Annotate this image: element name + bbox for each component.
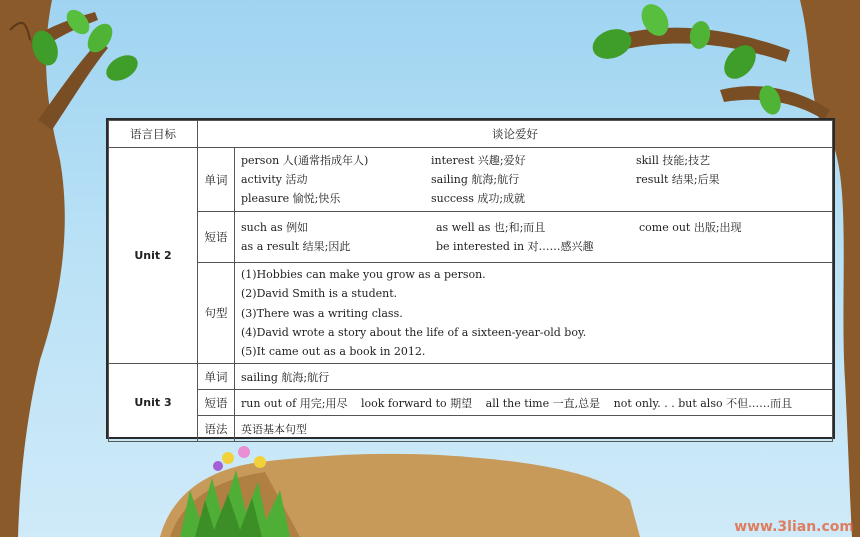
unit2-phrases-row xyxy=(241,218,826,256)
sentence-line: (2)David Smith is a student. xyxy=(241,287,398,301)
word-item xyxy=(636,189,826,208)
phrase-item: as a result 结果;因此 xyxy=(241,240,351,253)
sentence-line: (3)There was a writing class. xyxy=(241,306,403,320)
phrase-item xyxy=(639,237,826,256)
word-item: sailing 航海;航行 xyxy=(431,173,520,186)
unit3-phrases-cell xyxy=(235,390,833,416)
sentence-line: (1)Hobbies can make you grow as a person. xyxy=(241,268,486,281)
phrase-item: come out 出版;出现 xyxy=(639,221,742,234)
unit2-sentences-cell xyxy=(235,263,833,364)
unit2-phrases-label: 短语 xyxy=(198,212,235,263)
phrase-item: such as 例如 xyxy=(241,221,309,234)
word-item: success 成功;成就 xyxy=(431,192,526,205)
unit3-grammar-label: 语法 xyxy=(198,416,235,442)
phrase-item: look forward to 期望 xyxy=(360,396,473,410)
word-item: pleasure 愉悦;快乐 xyxy=(241,192,341,205)
unit3-grammar-cell: 英语基本句型 xyxy=(235,416,833,442)
phrase-item: all the time 一直,总是 xyxy=(485,396,601,410)
phrase-item: run out of 用完;用尽 xyxy=(241,396,348,410)
unit2-words-cell xyxy=(235,148,833,212)
watermark: www.3lian.com xyxy=(734,519,854,535)
ground-scene xyxy=(160,446,640,537)
unit2-phrases-cell xyxy=(235,212,833,263)
unit2-words-label: 单词 xyxy=(198,148,235,212)
unit2-label: Unit 2 xyxy=(109,148,198,364)
goals-table xyxy=(108,120,833,442)
goal-value-cell: 谈论爱好 xyxy=(198,121,833,148)
phrase-item: not only. . . but also 不但……而且 xyxy=(613,396,793,410)
unit2-words-row xyxy=(241,151,826,208)
word-item: activity 活动 xyxy=(241,173,308,186)
unit3-label: Unit 3 xyxy=(109,364,198,442)
goal-label-cell: 语言目标 xyxy=(109,121,198,148)
word-item: skill 技能;技艺 xyxy=(636,154,711,167)
vocabulary-table xyxy=(106,118,835,439)
phrase-item: as well as 也;和;而且 xyxy=(436,221,546,234)
word-item: person 人(通常指成年人) xyxy=(241,154,369,167)
unit3-words-cell: sailing 航海;航行 xyxy=(235,364,833,390)
unit3-words-label: 单词 xyxy=(198,364,235,390)
unit2-sentences-label: 句型 xyxy=(198,263,235,364)
sentence-line: (5)It came out as a book in 2012. xyxy=(241,345,426,359)
word-item: result 结果;后果 xyxy=(636,173,720,186)
word-item: interest 兴趣;爱好 xyxy=(431,154,526,167)
phrase-item: be interested in 对……感兴趣 xyxy=(436,240,594,253)
unit3-phrases-label: 短语 xyxy=(198,390,235,416)
sentence-line: (4)David wrote a story about the life of a sixteen-year-old boy. xyxy=(241,325,587,339)
